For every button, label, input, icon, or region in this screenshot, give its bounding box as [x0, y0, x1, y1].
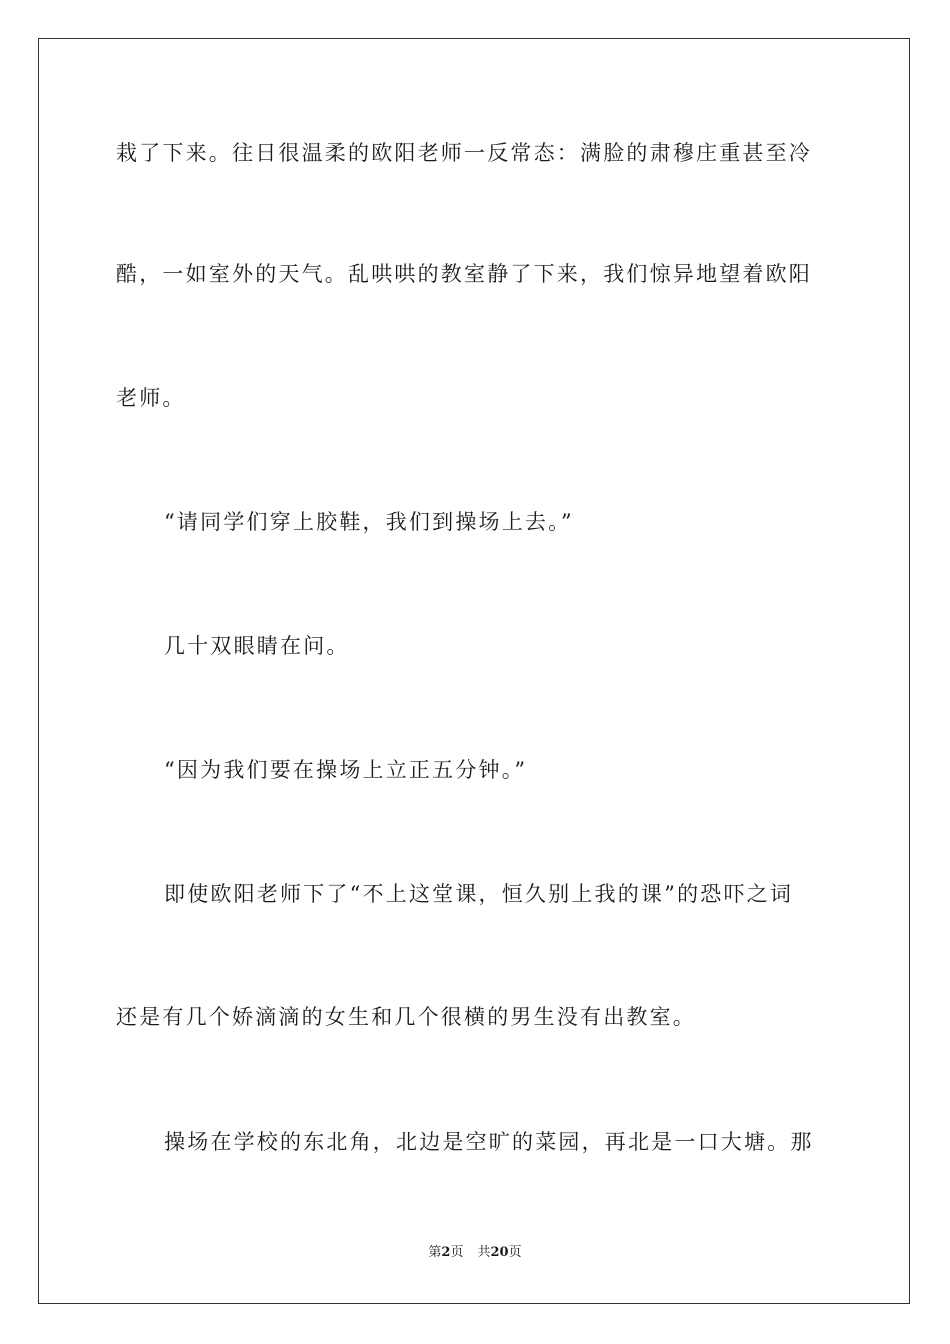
paragraph-line: 老师。 — [116, 386, 186, 410]
page-footer — [0, 1244, 950, 1262]
total-suffix: 页 — [508, 1245, 522, 1260]
page-prefix: 第 — [428, 1245, 442, 1260]
page-suffix: 页 — [450, 1245, 464, 1260]
total-pages: 20 — [490, 1245, 509, 1260]
paragraph-line: 操场在学校的东北角，北边是空旷的菜园，再北是一口大塘。那 — [164, 1130, 814, 1154]
paragraph-line: 即使欧阳老师下了“不上这堂课，恒久别上我的课”的恐吓之词 — [164, 882, 794, 906]
paragraph-line: 酷，一如室外的天气。乱哄哄的教室静了下来，我们惊异地望着欧阳 — [116, 262, 812, 286]
paragraph-line: 几十双眼睛在问。 — [164, 634, 350, 658]
paragraph-line: “因为我们要在操场上立正五分钟。” — [164, 758, 528, 782]
paragraph-line: 还是有几个娇滴滴的女生和几个很横的男生没有出教室。 — [116, 1005, 696, 1029]
paragraph-line: “请同学们穿上胶鞋，我们到操场上去。” — [164, 510, 574, 534]
page-border — [38, 38, 910, 1304]
paragraph-line: 栽了下来。往日很温柔的欧阳老师一反常态：满脸的肃穆庄重甚至冷 — [116, 141, 812, 165]
total-prefix: 共 — [477, 1245, 491, 1260]
page-number: 2 — [441, 1245, 451, 1260]
